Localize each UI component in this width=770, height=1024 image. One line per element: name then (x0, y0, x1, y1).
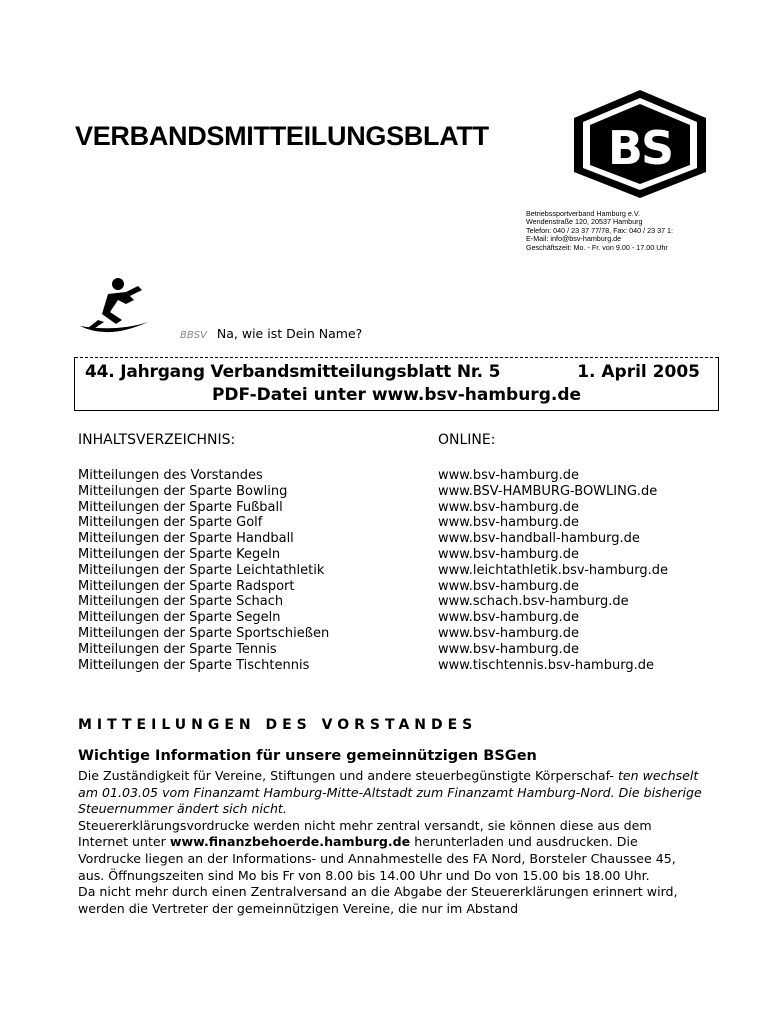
issue-header-box (74, 357, 719, 411)
toc-item[interactable]: Mitteilungen der Sparte Bowling (78, 483, 288, 499)
toc-heading: INHALTSVERZEICHNIS: (78, 432, 236, 448)
issue-number: 44. Jahrgang Verbandsmitteilungsblatt Nr. 5 (85, 362, 501, 382)
toc-list (78, 468, 329, 673)
online-heading: ONLINE: (438, 432, 496, 448)
tagline-ghost-text: BBSV (180, 330, 207, 341)
address-line: Geschäftszeit: Mo. - Fr. von 9.00 - 17.00 Uhr (526, 242, 668, 252)
runner-icon (78, 276, 188, 340)
logo-text: BS (607, 121, 673, 175)
article-body (78, 768, 703, 917)
toc-item[interactable]: Mitteilungen der Sparte Radsport (78, 578, 295, 594)
tagline-text: Na, wie ist Dein Name? (216, 326, 363, 341)
online-link[interactable]: www.bsv-hamburg.de (438, 641, 580, 657)
article-title: Wichtige Information für unsere gemeinnützigen BSGen (78, 748, 537, 764)
paragraph-text: ten wechselt am 01.03.05 vom Finanzamt Hamburg-Mitte-Altstadt zum Finanzamt Hamburg-Nord. Die bisherige Steuernummer ändert sich nicht. (78, 768, 702, 817)
tagline (180, 326, 362, 341)
paragraph-text: Steuererklärungsvordrucke werden nicht mehr zentral versandt, sie können diese aus dem Internet unter (78, 817, 652, 850)
paragraph-3: Da nicht mehr durch einen Zentralversand an die Abgabe der Steuererklärungen erinnert wird, werden die Vertreter der gemeinnützigen Vereine, die nur im Abstand (78, 884, 678, 916)
online-link[interactable]: www.bsv-hamburg.de (438, 499, 580, 515)
masthead-title: VERBANDSMITTEILUNGSBLATT (75, 121, 489, 151)
online-link[interactable]: www.bsv-hamburg.de (438, 546, 580, 562)
toc-item[interactable]: Mitteilungen der Sparte Schach (78, 594, 284, 610)
toc-item[interactable]: Mitteilungen des Vorstandes (78, 468, 263, 483)
toc-item[interactable]: Mitteilungen der Sparte Leichtathletik (78, 562, 325, 578)
online-link[interactable]: www.bsv-hamburg.de (438, 578, 580, 594)
section-title: MITTEILUNGEN DES VORSTANDES (78, 717, 478, 733)
address-line: Telefon: 040 / 23 37 77/78, Fax: 040 / 23 37 1: (526, 225, 674, 235)
toc-item[interactable]: Mitteilungen der Sparte Golf (78, 515, 263, 531)
online-list (438, 468, 668, 673)
address-block (526, 210, 673, 252)
toc-item[interactable]: Mitteilungen der Sparte Sportschießen (78, 625, 330, 641)
address-line: E-Mail: info@bsv-hamburg.de (526, 234, 622, 244)
online-link[interactable]: www.bsv-hamburg.de (438, 468, 580, 483)
toc-item[interactable]: Mitteilungen der Sparte Fußball (78, 499, 283, 515)
finanzbehoerde-link[interactable]: www.finanzbehoerde.hamburg.de (169, 834, 411, 850)
address-line: Wendenstraße 120, 20537 Hamburg (526, 217, 643, 227)
online-link[interactable]: www.tischtennis.bsv-hamburg.de (438, 657, 654, 673)
online-link[interactable]: www.bsv-handball-hamburg.de (438, 531, 640, 547)
toc-item[interactable]: Mitteilungen der Sparte Handball (78, 531, 294, 547)
bsv-logo (566, 88, 714, 200)
paragraph-1 (78, 768, 703, 818)
toc-item[interactable]: Mitteilungen der Sparte Tischtennis (78, 657, 310, 673)
online-link[interactable]: www.schach.bsv-hamburg.de (438, 594, 629, 610)
paragraph-text: Die Zuständigkeit für Vereine, Stiftungen und andere steuerbegünstigte Körperschaf- (78, 768, 614, 783)
online-link[interactable]: www.bsv-hamburg.de (438, 515, 580, 531)
paragraph-text: herunterladen und ausdrucken. Die Vordrucke liegen an der Informations- und Annahmestelle des FA Nord, Borsteler Chaussee 45, aus. Öffnungszeiten sind Mo bis Fr von 8.00 bis 14.00 Uhr und Do von 15.00 bis 18.00 Uhr. (78, 834, 676, 883)
toc-item[interactable]: Mitteilungen der Sparte Segeln (78, 610, 281, 626)
toc-item[interactable]: Mitteilungen der Sparte Kegeln (78, 546, 281, 562)
pdf-link-line[interactable]: PDF-Datei unter www.bsv-hamburg.de (211, 385, 582, 405)
issue-date: 1. April 2005 (577, 362, 700, 382)
online-link[interactable]: www.BSV-HAMBURG-BOWLING.de (438, 483, 658, 499)
online-link[interactable]: www.bsv-hamburg.de (438, 625, 580, 641)
online-link[interactable]: www.leichtathletik.bsv-hamburg.de (438, 562, 668, 578)
toc-item[interactable]: Mitteilungen der Sparte Tennis (78, 641, 277, 657)
online-link[interactable]: www.bsv-hamburg.de (438, 610, 580, 626)
paragraph-2 (78, 818, 703, 884)
address-line: Betriebssportverband Hamburg e.V. (526, 209, 640, 218)
